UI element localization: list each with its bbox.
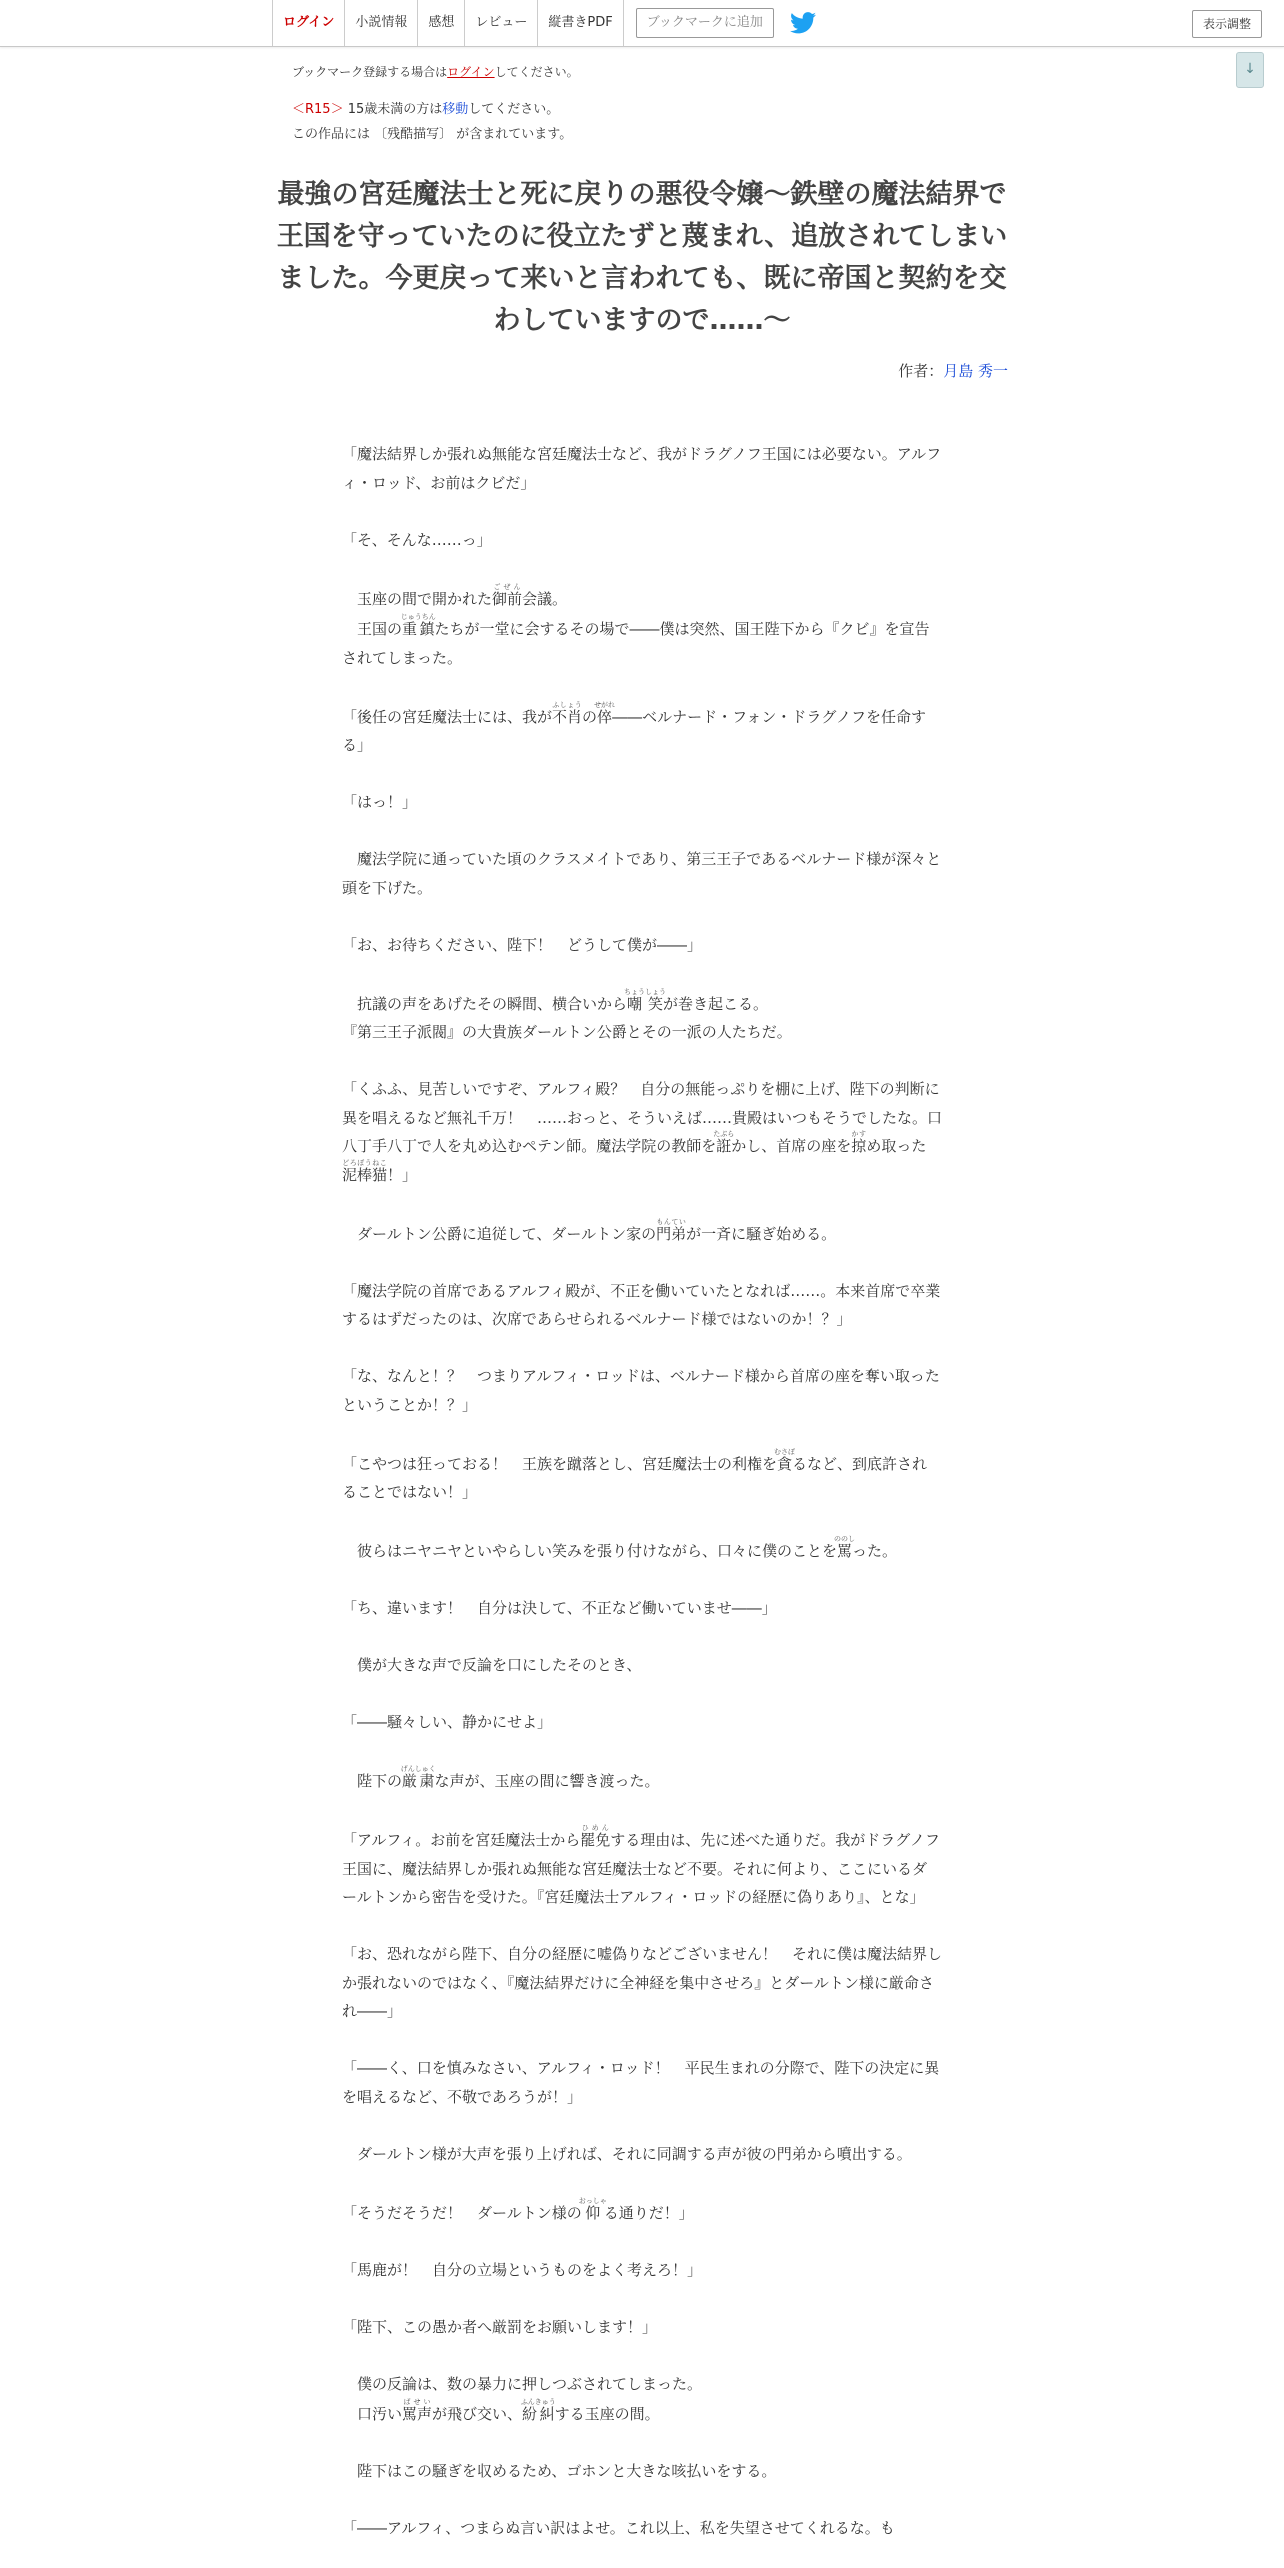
body-paragraph: 「はっ！」	[342, 793, 418, 811]
body-paragraph: 僕の反論は、数の暴力に押しつぶされてしまった。	[342, 2374, 703, 2393]
blank-line	[342, 497, 942, 526]
body-paragraph: 魔法学院に通っていた頃のクラスメイトであり、第三王子であるベルナード様が深々と頭を下げた。	[342, 850, 942, 897]
body-paragraph: 「こやつは狂っておる！ 王族を蹴落とし、宮廷魔法士の利権を貪むさぼるなど、到底許されることではない！」	[342, 1447, 928, 1501]
blank-line	[342, 2168, 942, 2197]
novel-body	[342, 440, 942, 2543]
content-warning: この作品には 〔残酷描写〕 が含まれています。	[292, 127, 573, 142]
body-paragraph: 「な、なんと！？ つまりアルフィ・ロッドは、ベルナード様から首席の座を奪い取ったということか！？」	[342, 1367, 940, 1414]
body-paragraph: 「陛下、この愚か者へ厳罰をお願いします！」	[342, 2317, 658, 2336]
blank-line	[342, 1248, 942, 1277]
notice-after: してください。	[494, 65, 579, 79]
ruby-word: 紛糾ふんきゅう	[520, 2398, 556, 2423]
ruby-word: 仰おっしゃ	[578, 2196, 607, 2222]
body-paragraph: 『第三王子派閥』の大貴族ダールトン公爵とその一派の人たちだ。	[342, 1023, 792, 1041]
nav-vertical-pdf-link[interactable]: 縦書きPDF	[537, 0, 623, 46]
body-paragraph: 「くふふ、見苦しいですぞ、アルフィ殿？ 自分の無能っぷりを棚に上げ、陛下の判断に異を唱えるなど無礼千万！ ……おっと、そういえば……貴殿はいつもそうでしたな。口八丁手八丁で人を丸め込むペテン師。魔法学院の教師を誑たぶらかし、首席の座を掠かすめ取った泥棒猫どろぼうねこ！」	[342, 1080, 943, 1184]
blank-line	[342, 2111, 942, 2140]
body-paragraph: 「馬鹿が！ 自分の立場というものをよく考えろ！」	[342, 2260, 703, 2279]
ruby-word: 罵ののし	[834, 1535, 856, 1560]
blank-line	[342, 959, 942, 988]
body-paragraph: 「お、恐れながら陛下、自分の経歴に嘘偽りなどございません！ それに僕は魔法結界しか張れないのではなく、『魔法結界だけに全神経を集中させろ』とダールトン様に厳命され――」	[342, 1945, 943, 2020]
ruby-word: 掠かす	[851, 1130, 867, 1155]
blank-line	[342, 1334, 942, 1363]
blank-line	[342, 672, 942, 701]
blank-line	[342, 902, 942, 931]
notice-before: ブックマーク登録する場合は	[292, 65, 448, 79]
arrow-down-icon[interactable]: ↓	[1236, 52, 1264, 88]
blank-line	[342, 1047, 942, 1076]
body-paragraph: 「ち、違います！ 自分は決して、不正など働いていませ――」	[342, 1599, 777, 1617]
ruby-word: 罷免ひめん	[580, 1824, 611, 1849]
r15-badge: ＜R15＞	[292, 102, 344, 117]
body-paragraph: 「アルフィ。お前を宮廷魔法士から罷免ひめんする理由は、先に述べた通りだ。我がドラグノフ王国に、魔法結界しか張れぬ無能な宮廷魔法士など不要。それに何より、ここにいるダールトンから密告を受けた。『宮廷魔法士アルフィ・ロッドの経歴に偽りあり』、とな」	[342, 1824, 940, 1906]
body-paragraph: 陛下の厳粛げんしゅくな声が、玉座の間に響き渡った。	[342, 1765, 660, 1790]
body-paragraph: 陛下はこの騒ぎを収めるため、ゴホンと大きな咳払いをする。	[342, 2462, 777, 2480]
blank-line	[342, 2486, 942, 2515]
blank-line	[342, 2429, 942, 2458]
blank-line	[342, 1419, 942, 1448]
body-paragraph: 「お、お待ちください、陛下！ どうして僕が――」	[342, 935, 703, 954]
blank-line	[342, 1680, 942, 1709]
blank-line	[342, 554, 942, 583]
blank-line	[342, 1507, 942, 1536]
blank-line	[342, 1737, 942, 1766]
body-paragraph: 「魔法結界しか張れぬ無能な宮廷魔法士など、我がドラグノフ王国には必要ない。アルフィ・ロッド、お前はクビだ」	[342, 445, 942, 492]
twitter-bird-icon[interactable]	[790, 12, 816, 34]
body-paragraph: 「――騒々しい、静かにせよ」	[342, 1713, 553, 1731]
nav-review-link[interactable]: レビュー	[464, 0, 537, 46]
ruby-word: 倅せがれ	[594, 700, 616, 726]
age-rating-notice	[292, 98, 559, 117]
body-paragraph: ダールトン公爵に追従して、ダールトン家の門弟もんていが一斉に騒ぎ始める。	[342, 1217, 837, 1243]
nav-impressions-link[interactable]: 感想	[417, 0, 464, 46]
r15-text: 15歳未満の方は	[343, 102, 443, 117]
body-paragraph: 玉座の間で開かれた御前ごぜん会議。	[342, 582, 568, 608]
add-bookmark-button[interactable]: ブックマークに追加	[636, 8, 774, 38]
ruby-word: 御前ごぜん	[492, 582, 523, 608]
ruby-word: 泥棒猫どろぼうねこ	[342, 1158, 388, 1184]
blank-line	[342, 1189, 942, 1218]
author-line	[620, 360, 1008, 381]
body-paragraph: 彼らはニヤニヤといやらしい笑みを張り付けながら、口々に僕のことを罵ののしった。	[342, 1535, 898, 1560]
body-paragraph: 「そ、そんな……っ」	[342, 530, 492, 549]
body-paragraph: 「そうだそうだ！ ダールトン様の仰おっしゃる通りだ！」	[342, 2196, 694, 2222]
nav-login-link[interactable]: ログイン	[272, 0, 344, 46]
notice-login-link[interactable]: ログイン	[447, 65, 495, 79]
bookmark-login-notice	[292, 63, 579, 80]
body-paragraph: 僕が大きな声で反論を口にしたそのとき、	[342, 1656, 642, 1674]
body-paragraph: 抗議の声をあげたその瞬間、横合いから嘲笑ちょうしょうが巻き起こる。	[342, 987, 769, 1013]
ruby-word: 嘲笑ちょうしょう	[624, 987, 667, 1013]
novel-title: 最強の宮廷魔法士と死に戻りの悪役令嬢～鉄壁の魔法結界で王国を守っていたのに役立たずと蔑まれ、追放されてしまいました。今更戻って来いと言われても、既に帝国と契約を交わしていますので……～	[276, 179, 1008, 336]
blank-line	[342, 1796, 942, 1825]
ruby-word: 罵声ばせい	[402, 2398, 433, 2423]
body-paragraph: 「――く、口を慎みなさい、アルフィ・ロッド！ 平民生まれの分際で、陛下の決定に異を唱えるなど、不敬であろうが！」	[342, 2059, 940, 2106]
blank-line	[342, 1566, 942, 1595]
blank-line	[342, 2227, 942, 2256]
body-paragraph: 口汚い罵声ばせいが飛び交い、紛糾ふんきゅうする玉座の間。	[342, 2398, 660, 2423]
r15-after: してください。	[468, 102, 560, 117]
blank-line	[342, 1623, 942, 1652]
blank-line	[342, 760, 942, 789]
nav-novel-info-link[interactable]: 小説情報	[344, 0, 417, 46]
body-paragraph: 「後任の宮廷魔法士には、我が不肖ふしょうの倅せがれ――ベルナード・フォン・ドラグノフを任命する」	[342, 700, 927, 754]
ruby-word: 貪むさぼ	[774, 1447, 796, 1473]
ruby-word: 厳粛げんしゅく	[400, 1765, 436, 1790]
author-name-link[interactable]: 月島 秀一	[943, 362, 1008, 380]
top-header	[0, 0, 1284, 47]
body-paragraph: 「魔法学院の首席であるアルフィ殿が、不正を働いていたとなれば……。本来首席で卒業するはずだったのは、次席であらせられるベルナード様ではないのか！？」	[342, 1281, 941, 1328]
blank-line	[342, 817, 942, 846]
body-paragraph: 「――アルフィ、つまらぬ言い訳はよせ。これ以上、私を失望させてくれるな。も	[342, 2519, 895, 2537]
body-paragraph: 王国の重鎮じゅうちんたちが一堂に会するその場で――僕は突然、国王陛下から『クビ』を宣告されてしまった。	[342, 613, 930, 667]
blank-line	[342, 2341, 942, 2370]
r15-move-link[interactable]: 移動	[442, 102, 469, 117]
ruby-word: 重鎮じゅうちん	[400, 613, 436, 638]
body-paragraph: ダールトン様が大声を張り上げれば、それに同調する声が彼の門弟から噴出する。	[342, 2144, 912, 2163]
ruby-word: 不肖ふしょう	[552, 700, 583, 726]
blank-line	[342, 1912, 942, 1941]
author-label: 作者：	[898, 362, 944, 380]
ruby-word: 門弟もんてい	[656, 1217, 687, 1243]
ruby-word: 誑たぶら	[713, 1130, 735, 1155]
blank-line	[342, 2284, 942, 2313]
blank-line	[342, 2026, 942, 2055]
top-nav	[272, 0, 816, 46]
display-settings-button[interactable]: 表示調整	[1192, 10, 1262, 38]
